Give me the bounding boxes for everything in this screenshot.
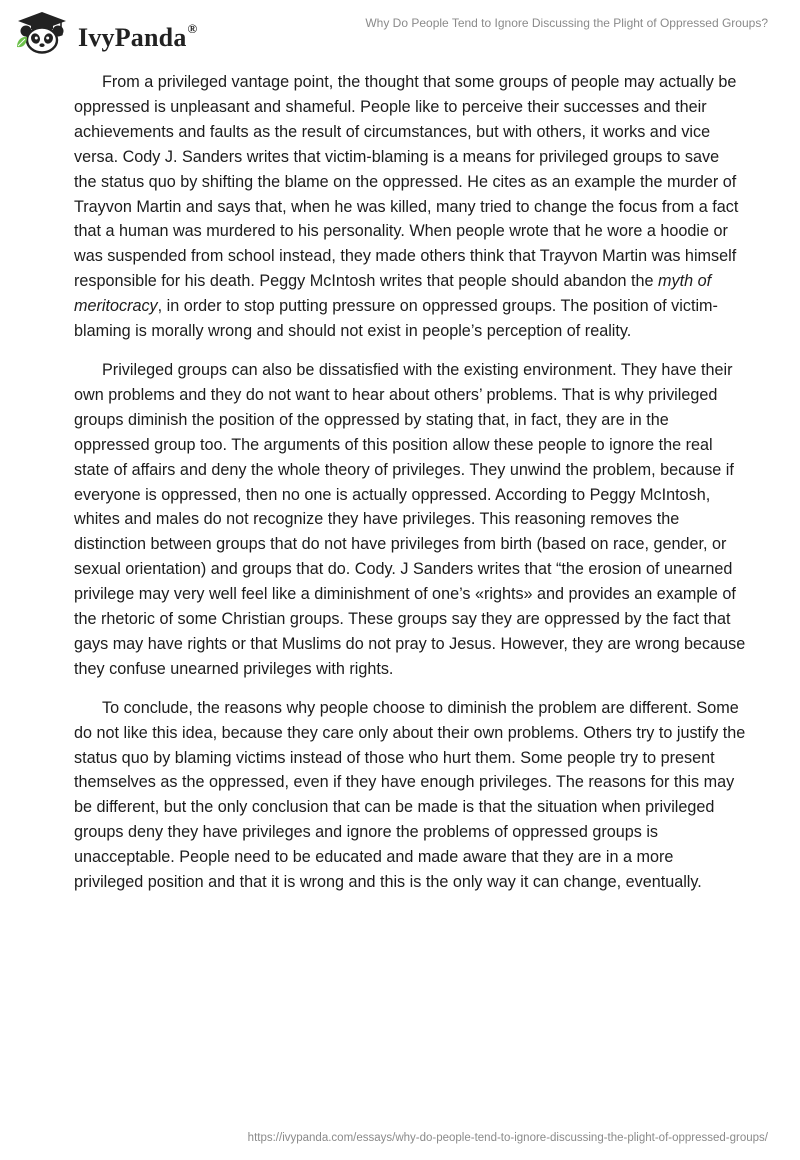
paragraph-1-text-before: From a privileged vantage point, the thought that some groups of people may actually be oppressed is unpleasant and shameful. People like to perceive their successes and their achievements and faults as the result of circumstances, but with others, it works and vice versa. Cody J. Sanders writes that victim-blaming is a means for privileged groups to save the status quo by shifting the blame on the oppressed. He cites as an example the murder of Trayvon Martin and says that, when he was killed, many tried to change the focus from a fact that a human was murdered to his personality. When people wrote that he wore a hoodie or was suspended from school instead, they made others think that Trayvon Martin was himself responsible for his death. Peggy McIntosh writes that people should abandon the xyxy=(74,73,739,291)
page-header xyxy=(0,0,800,60)
paragraph-1-text-after: , in order to stop putting pressure on oppressed groups. The position of victim-blaming is morally wrong and should not exist in people’s perception of reality. xyxy=(74,297,718,341)
paragraph-2: Privileged groups can also be dissatisfied with the existing environment. They have their own problems and they do not want to hear about others’ problems. That is why privileged groups diminish the position of the oppressed by stating that, in fact, they are in the oppressed group too. The arguments of this position allow these people to ignore the real state of affairs and deny the whole theory of privileges. They unwind the problem, because if everyone is oppressed, then no one is actually oppressed. According to Peggy McIntosh, whites and males do not recognize they have privileges. This reasoning removes the distinction between groups that do not have privileges from birth (based on race, gender, or sexual orientation) and groups that do. Cody. J Sanders writes that “the erosion of unearned privilege may very well feel like a diminishment of one’s «rights» and provides an example of the rhetoric of some Christian groups. These groups say they are oppressed by the fact that gays may have rights or that Muslims do not pray to Jesus. However, they are wrong because they confuse unearned privileges with rights. xyxy=(74,360,746,678)
paragraph-3: To conclude, the reasons why people choose to diminish the problem are different. Some do not like this idea, because they care only about their own problems. Others try to justify the status quo by blaming victims instead of those who hurt them. Some people try to present themselves as the oppressed, even if they have enough privileges. The reasons for this may be different, but the only conclusion that can be made is that the situation when privileged groups deny they have privileges and ignore the problems of oppressed groups is unacceptable. People need to be educated and made aware that they are in a more privileged position and that it is wrong and this is the only way it can change, eventually. xyxy=(74,698,746,892)
paragraph-1-emphasis: myth of meritocracy xyxy=(74,272,712,316)
logo-wordmark xyxy=(78,23,197,53)
paragraph-1 xyxy=(74,70,746,344)
ivypanda-logo[interactable] xyxy=(14,9,234,55)
registered-mark: ® xyxy=(187,21,198,36)
logo-text: IvyPanda xyxy=(78,23,187,52)
document-title: Why Do People Tend to Ignore Discussing the Plight of Oppressed Groups? xyxy=(365,16,768,30)
source-url[interactable]: https://ivypanda.com/essays/why-do-people-tend-to-ignore-discussing-the-plight-of-oppressed-groups/ xyxy=(247,1132,768,1144)
essay-body xyxy=(74,70,746,909)
